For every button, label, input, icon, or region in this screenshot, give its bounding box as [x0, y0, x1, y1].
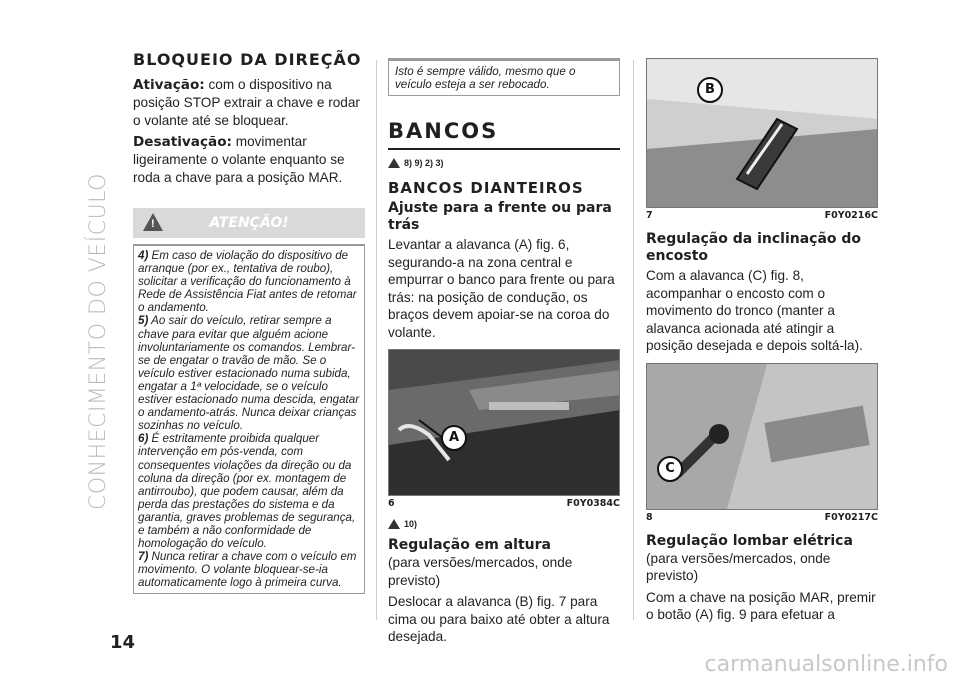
callout-b: B [697, 77, 723, 103]
activation-label: Ativação: [133, 77, 205, 93]
callout-a: A [441, 425, 467, 451]
warning-triangle-icon [388, 158, 400, 168]
lumbar-text-1: (para versões/mercados, onde previsto) [646, 550, 831, 583]
height-text-1: (para versões/mercados, onde previsto) [388, 555, 573, 588]
recline-text: Com a alavanca (C) fig. 8, acompanhar o encosto com o movimento do tronco (manter a alavanca acionada até atingir a posição desejada e depois soltá-la). [646, 268, 863, 353]
warning-title: ATENÇÃO! [209, 215, 289, 231]
height-lever-illustration [647, 59, 878, 207]
front-seats-title: BANCOS DIANTEIROS [388, 179, 584, 198]
warning-item: 5) Ao sair do veículo, retirar sempre a chave para evitar que alguém acione involuntariamente os comandos. Lembrar-se de engatar o travão de mão. Se o veículo estiver estacionado numa subida, engatar a 1ª velocidade, se o veículo estiver estacionado numa descida, engatar o andamento-atrás. Nunca deixar crianças sozinhas no veículo. [138, 314, 360, 433]
footer-watermark: carmanualsonline.info [704, 652, 948, 677]
refs-text: 8) 9) 2) 3) [404, 158, 444, 169]
column-divider [633, 60, 634, 620]
warning-item: 4) Em caso de violação do dispositivo de arranque (por ex., tentativa de roubo), solicitar a verificação do funcionamento à Rede de Assistência Fiat antes de retomar o andamento. [138, 249, 357, 315]
side-title-text: CONHECIMENTO DO VEÍCULO [86, 173, 111, 510]
callout-c: C [657, 456, 683, 482]
lumbar-heading: Regulação lombar elétrica [646, 532, 853, 549]
tow-note-text: Isto é sempre válido, mesmo que o veículo esteja a ser rebocado. [395, 65, 576, 92]
warning-header [133, 208, 365, 238]
warning-triangle-icon [388, 519, 400, 529]
seats-section-title: BANCOS [388, 119, 499, 144]
warning-box [133, 244, 365, 594]
activation-text: com o dispositivo na posição STOP extrair a chave e rodar o volante até se bloquear. [133, 77, 360, 128]
figure-6-seat-lever [388, 349, 620, 496]
column-divider [376, 60, 377, 620]
steering-lock-heading: BLOQUEIO DA DIREÇÃO [133, 50, 362, 69]
adjust-text: Levantar a alavanca (A) fig. 6, segurando-a na zona central e empurrar o banco para frente ou para trás: na posição de condução, os braços devem apoiar-se na coroa do volante. [388, 237, 615, 340]
column-right [646, 58, 878, 624]
figure-8-recline-lever [646, 363, 878, 510]
figure-6-caption: 6 F0Y0384C [388, 498, 620, 510]
adjust-heading: Ajuste para a frente ou para trás [388, 200, 612, 234]
ref-10: 10) [388, 519, 620, 529]
column-left [133, 50, 365, 594]
tow-note-box [388, 58, 620, 96]
figure-7-height-lever [646, 58, 878, 208]
refs-line [388, 158, 620, 168]
height-text-2: Deslocar a alavanca (B) fig. 7 para cima ou para baixo até obter a altura desejada. [388, 594, 610, 645]
deactivation-text: movimentar ligeiramente o volante enquanto se roda a chave para a posição MAR. [133, 134, 345, 185]
warning-triangle-icon: ! [143, 213, 163, 231]
deactivation-label: Desativação: [133, 134, 232, 150]
figure-7-caption: 7 F0Y0216C [646, 210, 878, 221]
seat-lever-illustration [389, 350, 620, 495]
page-number: 14 [110, 632, 136, 653]
warning-item: 6) É estritamente proibida qualquer intervenção em pós-venda, com consequentes violações da direção ou da coluna da direção (por ex. montagem de antirroubo), que podem causar, além da perda das prestações do sistema e da garantia, graves problemas de segurança, e também a não conformidade de homologação do veículo. [138, 432, 356, 551]
warning-item: 7) Nunca retirar a chave com o veículo em movimento. O volante bloquear-se-ia automaticamente logo à primeira curva. [138, 550, 357, 590]
recline-heading: Regulação da inclinação do encosto [646, 231, 862, 264]
lumbar-text-2: Com a chave na posição MAR, premir o botão (A) fig. 9 para efetuar a [646, 589, 876, 622]
section-rule [388, 148, 620, 150]
height-heading: Regulação em altura [388, 537, 551, 554]
column-middle [388, 58, 620, 646]
deactivation-paragraph [133, 133, 365, 186]
activation-paragraph [133, 76, 365, 129]
figure-8-caption: 8 F0Y0217C [646, 511, 878, 523]
recline-lever-illustration [647, 364, 878, 509]
